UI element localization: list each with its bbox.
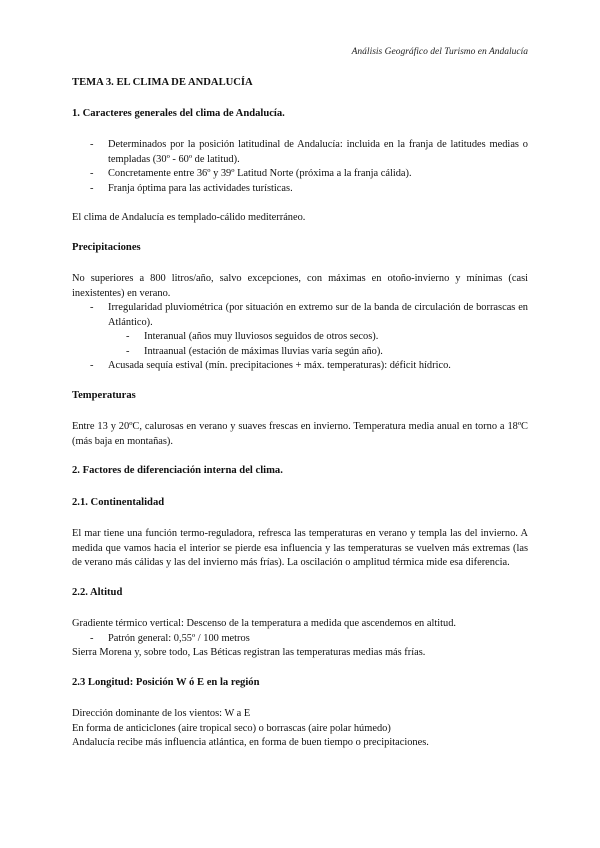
section-2-3-heading: 2.3 Longitud: Posición W ó E en la región bbox=[72, 676, 260, 688]
precipitation-heading: Precipitaciones bbox=[72, 241, 141, 253]
temperature-text: Entre 13 y 20ºC, calurosas en verano y suaves frescas en invierno. Temperatura media anual en torno a 18ºC (más baja en montañas). bbox=[72, 421, 528, 447]
document-body bbox=[72, 76, 528, 751]
section-1-summary: El clima de Andalucía es templado-cálido mediterráneo. bbox=[72, 212, 306, 223]
section-1-list bbox=[72, 138, 528, 196]
section-2-3-line: En forma de anticiclones (aire tropical seco) o borrascas (aire polar húmedo) bbox=[72, 722, 391, 734]
document-title: TEMA 3. EL CLIMA DE ANDALUCÍA bbox=[72, 77, 253, 88]
section-2-1-heading: 2.1. Continentalidad bbox=[72, 496, 165, 508]
temperature-heading: Temperaturas bbox=[72, 389, 136, 401]
precipitation-list bbox=[72, 301, 528, 374]
section-2-1-text: El mar tiene una función termo-reguladora, refresca las temperaturas en verano y templa las del invierno. A medida que vamos hacia el interior se pierde esa influencia y las temperaturas se vuelven más extremas (las de verano más cálidas y las del invierno más frías). La oscilación o amplitud térmica mide esa diferencia. bbox=[72, 528, 528, 568]
list-item: - Concretamente entre 36º y 39º Latitud Norte (próxima a la franja cálida). bbox=[72, 167, 528, 182]
list-item: - Patrón general: 0,55º / 100 metros bbox=[72, 632, 528, 647]
section-2-heading: 2. Factores de diferenciación interna del clima. bbox=[72, 465, 283, 476]
section-1-heading: 1. Caracteres generales del clima de Andalucía. bbox=[72, 107, 285, 119]
section-2-2-heading: 2.2. Altitud bbox=[72, 586, 123, 598]
list-item: - Franja óptima para las actividades turísticas. bbox=[72, 182, 528, 197]
section-2-2-line-2: Sierra Morena y, sobre todo, Las Béticas registran las temperaturas medias más frías. bbox=[72, 647, 426, 658]
section-2-2-line-1: Gradiente térmico vertical: Descenso de la temperatura a medida que ascendemos en altitud. bbox=[72, 618, 457, 629]
list-item-text: Irregularidad pluviométrica (por situación en extremo sur de la banda de circulación de borrascas en Atlántico). bbox=[108, 302, 528, 328]
sub-list-item: - Interanual (años muy lluviosos seguidos de otros secos). bbox=[72, 330, 528, 345]
precipitation-sublist bbox=[108, 330, 528, 359]
section-2-3-line: Dirección dominante de los vientos: W a E bbox=[72, 708, 251, 719]
section-2-2-list bbox=[72, 632, 528, 647]
running-header: Análisis Geográfico del Turismo en Andalucía bbox=[351, 47, 528, 57]
section-2-3-line: Andalucía recibe más influencia atlántica, en forma de buen tiempo o precipitaciones. bbox=[72, 737, 429, 748]
list-item: - Determinados por la posición latitudinal de Andalucía: incluida en la franja de latitudes medias o templadas (30º - 60º de latitud). bbox=[72, 138, 528, 167]
list-item bbox=[72, 301, 528, 359]
list-item: - Acusada sequía estival (mín. precipitaciones + máx. temperaturas): déficit hídrico. bbox=[72, 359, 528, 374]
sub-list-item: - Intraanual (estación de máximas lluvias varía según año). bbox=[72, 345, 528, 360]
precipitation-intro: No superiores a 800 litros/año, salvo excepciones, con máximas en otoño-invierno y mínimas (casi inexistentes) en verano. bbox=[72, 273, 528, 299]
